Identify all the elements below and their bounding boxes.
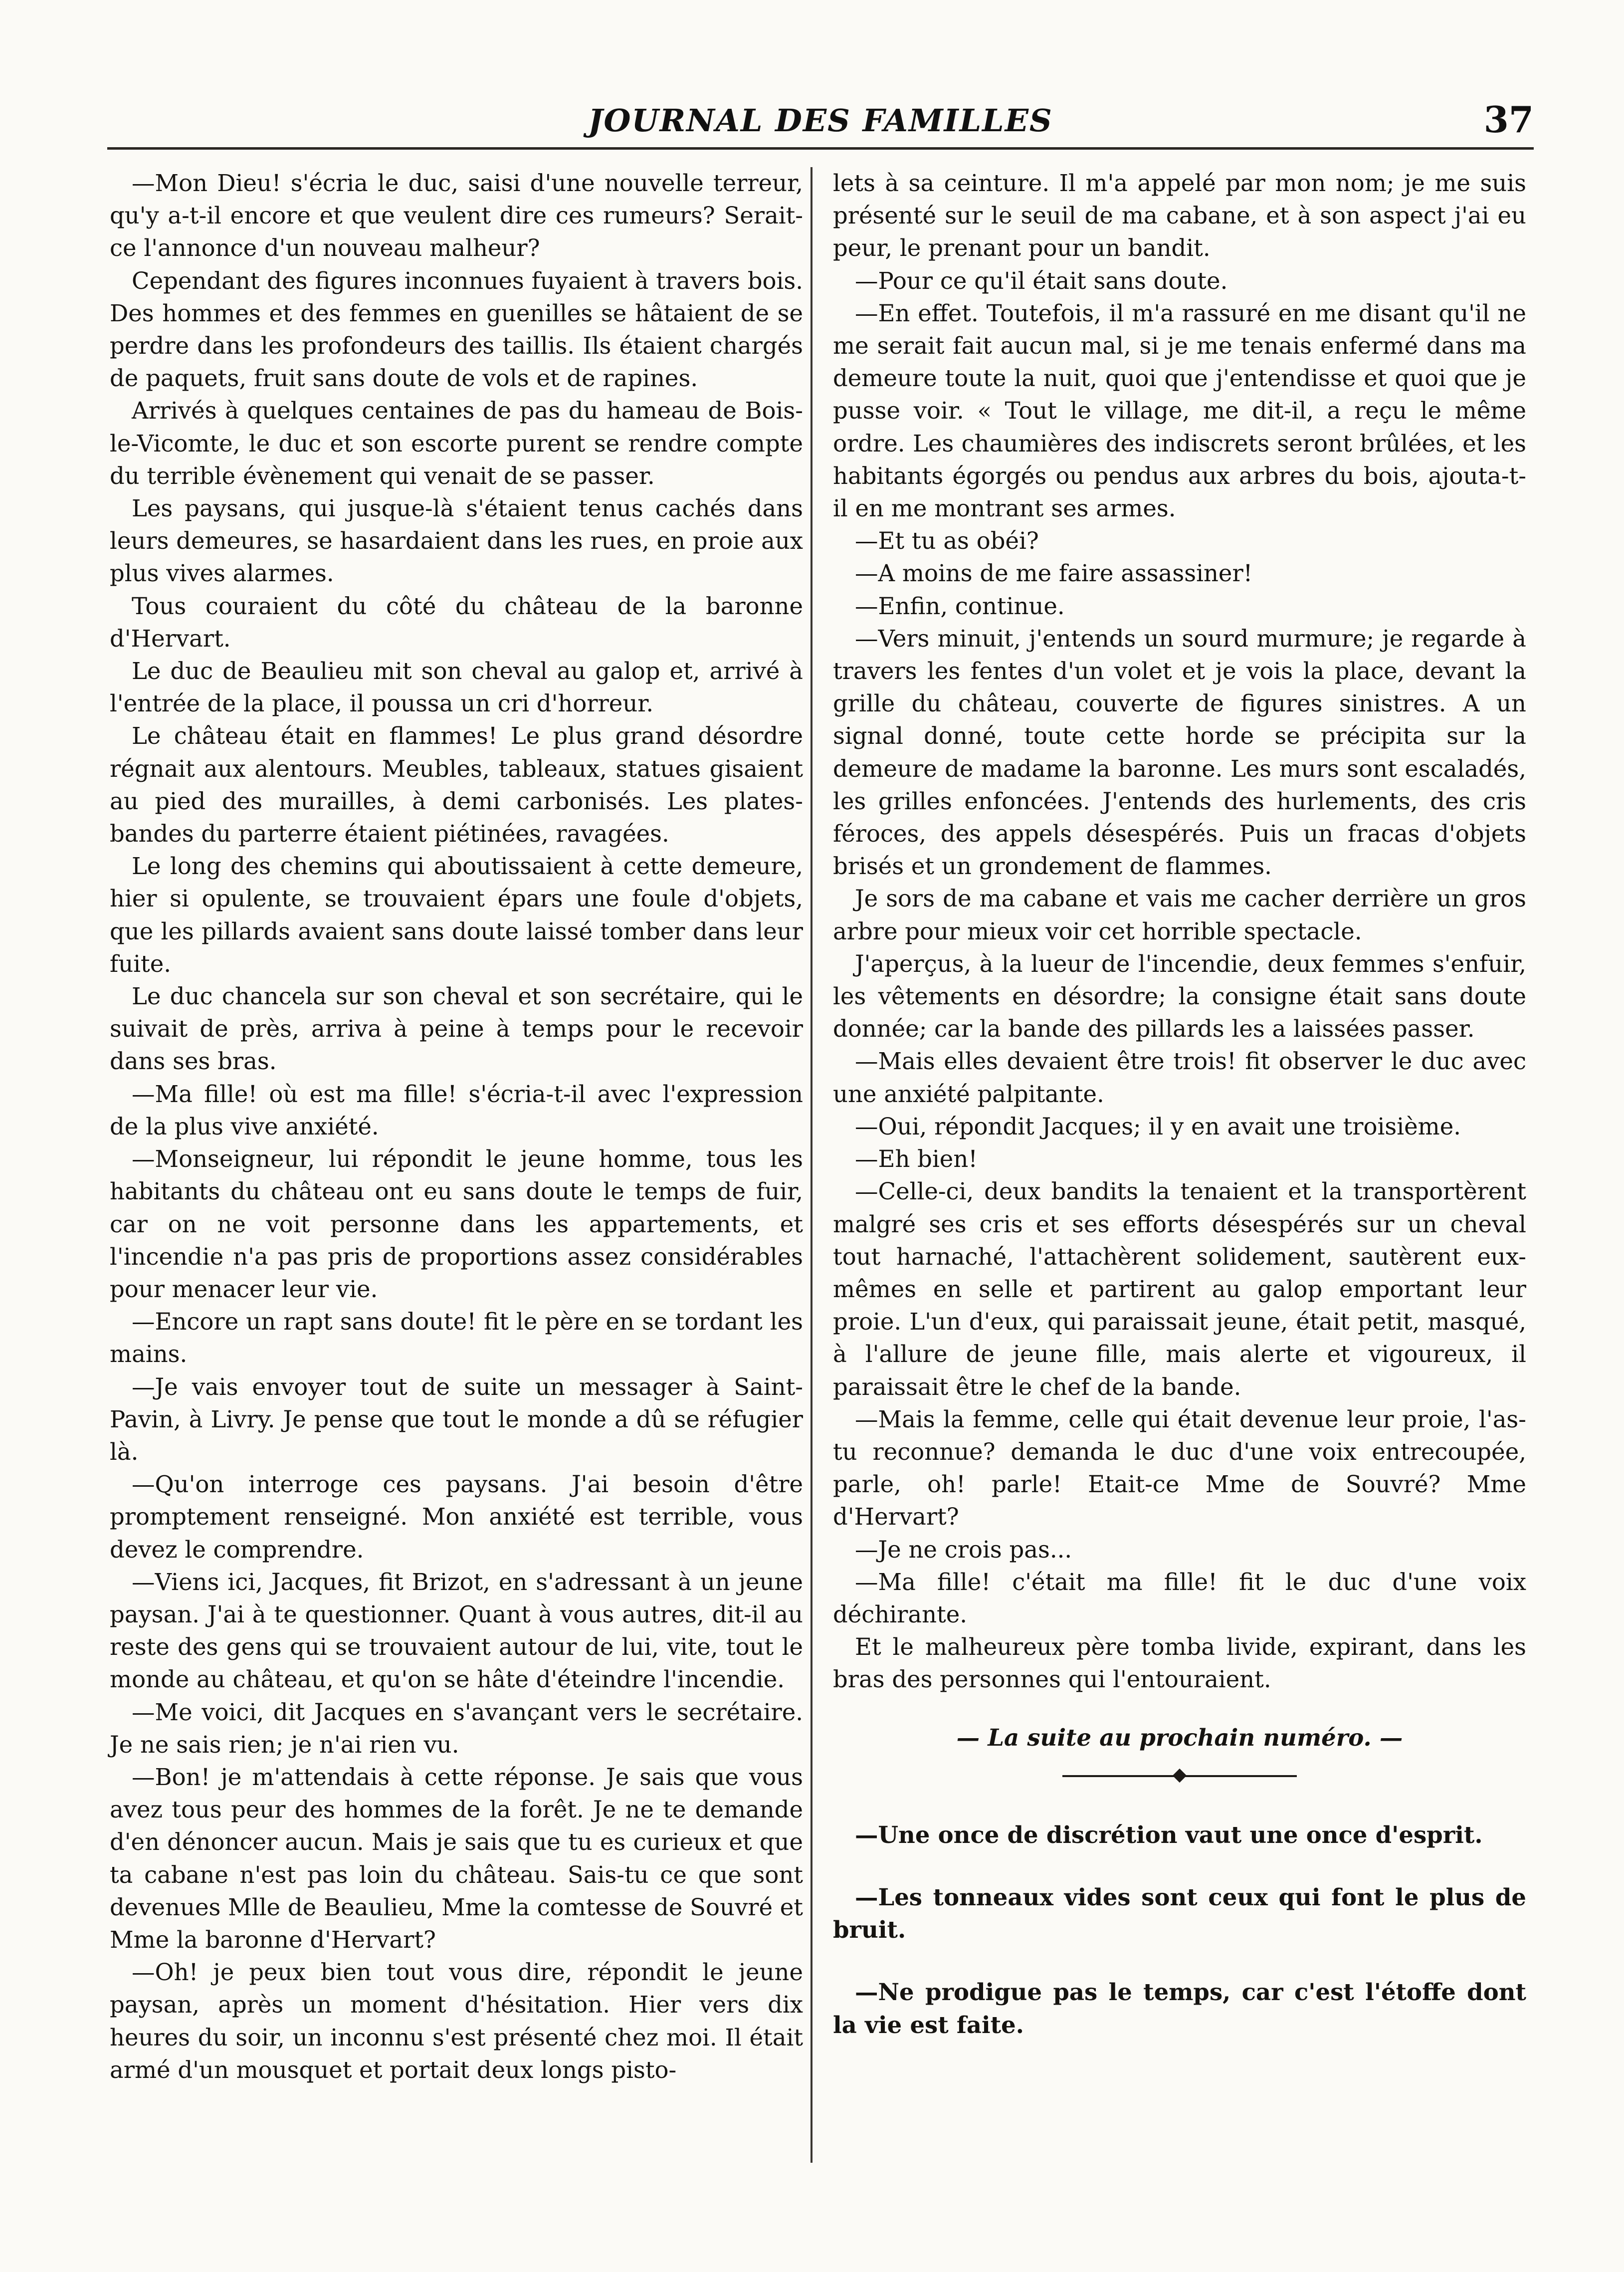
paragraph: —Mais la femme, celle qui était devenue leur proie, l'as-tu reconnue? demanda le duc d'une voix entrecoupée, parle, oh! parle! Etait-ce Mme de Souvré? Mme d'Hervart? (833, 1405, 1526, 1531)
paragraph: —En effet. Toutefois, il m'a rassuré en me disant qu'il ne me serait fait aucun mal, si je me tenais enfermé dans ma demeure toute la nuit, quoi que j'entendisse et quoi que je pusse voir. « Tout le village, me dit-il, a reçu le même ordre. Les chaumières des indiscrets seront brûlées, et les habitants égorgés ou pendus aux arbres du bois, ajouta-t-il en me montrant ses armes. (833, 299, 1526, 522)
paragraph: Arrivés à quelques centaines de pas du hameau de Bois-le-Vicomte, le duc et son escorte purent se rendre compte du terrible évènement qui venait de se passer. (110, 397, 803, 489)
ornament-divider (1062, 1769, 1297, 1784)
paragraph: —Enfin, continue. (855, 592, 1065, 620)
paragraph: Je sors de ma cabane et vais me cacher derrière un gros arbre pour mieux voir cet horrible spectacle. (833, 885, 1526, 945)
paragraph: Et le malheureux père tomba livide, expirant, dans les bras des personnes qui l'entouraient. (833, 1633, 1526, 1693)
maxim: —Les tonneaux vides sont ceux qui font le plus de bruit. (833, 1883, 1526, 1944)
paragraph: Le duc chancela sur son cheval et son secrétaire, qui le suivait de près, arriva à peine à temps pour le recevoir dans ses bras. (110, 983, 803, 1075)
paragraph: —Et tu as obéi? (855, 527, 1039, 555)
paragraph: —Vers minuit, j'entends un sourd murmure; je regarde à travers les fentes d'un volet et je vois la place, devant la grille du château, couverte de figures sinistres. A un signal donné, toute cette horde se précipita sur la demeure de madame la baronne. Les murs sont escaladés, les grilles enfoncées. J'entends des hurlements, des cris féroces, des appels désespérés. Puis un fracas d'objets brisés et un grondement de flammes. (833, 625, 1526, 880)
paragraph: —Mon Dieu! s'écria le duc, saisi d'une nouvelle terreur, qu'y a-t-il encore et que veulent dire ces rumeurs? Serait-ce l'annonce d'un nouveau malheur? (110, 170, 803, 262)
paragraph: Tous couraient du côté du château de la baronne d'Hervart. (110, 592, 803, 652)
paragraph: —Bon! je m'attendais à cette réponse. Je sais que vous avez tous peur des hommes de la forêt. Je ne te demande d'en dénoncer aucun. Mais je sais que tu es curieux et que ta cabane n'est pas loin du château. Sais-tu ce que sont devenues Mlle de Beaulieu, Mme la comtesse de Souvré et Mme la baronne d'Hervart? (110, 1763, 803, 1953)
paragraph: —Eh bien! (855, 1145, 978, 1173)
paragraph: —Monseigneur, lui répondit le jeune homme, tous les habitants du château ont eu sans doute le temps de fuir, car on ne voit personne dans les appartements, et l'incendie n'a pas pris de proportions assez considérables pour menacer leur vie. (110, 1145, 803, 1303)
paragraph: —Ma fille! où est ma fille! s'écria-t-il avec l'expression de la plus vive anxiété. (110, 1080, 803, 1140)
paragraph: Les paysans, qui jusque-là s'étaient tenus cachés dans leurs demeures, se hasardaient dans les rues, en proie aux plus vives alarmes. (110, 495, 803, 587)
maxim: —Ne prodigue pas le temps, car c'est l'étoffe dont la vie est faite. (833, 1978, 1526, 2039)
maxim: —Une once de discrétion vaut une once d'esprit. (855, 1820, 1483, 1848)
page-number: 37 (1483, 98, 1534, 141)
paragraph: —Je ne crois pas... (855, 1536, 1072, 1563)
paragraph: —Je vais envoyer tout de suite un messager à Saint-Pavin, à Livry. Je pense que tout le monde a dû se réfugier là. (110, 1373, 803, 1465)
paragraph: Le duc de Beaulieu mit son cheval au galop et, arrivé à l'entrée de la place, il poussa un cri d'horreur. (110, 658, 803, 717)
column-divider (811, 167, 812, 2163)
paragraph: Le long des chemins qui aboutissaient à cette demeure, hier si opulente, se trouvaient épars une foule d'objets, que les pillards avaient sans doute laissé tomber dans leur fuite. (110, 853, 803, 977)
paragraph: Le château était en flammes! Le plus grand désordre régnait aux alentours. Meubles, tableaux, statues gisaient au pied des murailles, à demi carbonisés. Les plates-bandes du parterre étaient piétinées, ravagées. (110, 722, 803, 848)
paragraph: Cependant des figures inconnues fuyaient à travers bois. Des hommes et des femmes en guenilles se hâtaient de se perdre dans les profondeurs des taillis. Ils étaient chargés de paquets, fruit sans doute de vols et de rapines. (110, 267, 803, 392)
paragraph: —Oh! je peux bien tout vous dire, répondit le jeune paysan, après un moment d'hésitation. Hier vers dix heures du soir, un inconnu s'est présenté chez moi. Il était armé d'un mousquet et portait deux longs pisto- (110, 1959, 803, 2083)
paragraph: J'aperçus, à la lueur de l'incendie, deux femmes s'enfuir, les vêtements en désordre; la consigne était sans doute donnée; car la bande des pillards les a laissées passer. (833, 950, 1526, 1043)
paragraph: —Oui, répondit Jacques; il y en avait une troisième. (855, 1113, 1461, 1140)
left-column (110, 167, 803, 2147)
paragraph: —Viens ici, Jacques, fit Brizot, en s'adressant à un jeune paysan. J'ai à te questionner. Quant à vous autres, dit-il au reste des gens qui se trouvaient autour de lui, vite, tout le monde au château, et qu'on se hâte d'éteindre l'incendie. (110, 1568, 803, 1693)
to-be-continued: — La suite au prochain numéro. — (956, 1723, 1403, 1751)
header-rule (107, 147, 1534, 150)
paragraph: —Me voici, dit Jacques en s'avançant vers le secrétaire. Je ne sais rien; je n'ai rien vu. (110, 1698, 803, 1758)
maxims (833, 1818, 1526, 2041)
paragraph: —Pour ce qu'il était sans doute. (855, 267, 1228, 294)
paragraph: —Mais elles devaient être trois! fit observer le duc avec une anxiété palpitante. (833, 1048, 1526, 1108)
ornament-diamond (1173, 1769, 1187, 1783)
paragraph: —Celle-ci, deux bandits la tenaient et la transportèrent malgré ses cris et ses efforts désespérés sur un cheval tout harnaché, l'attachèrent solidement, sautèrent eux-mêmes en selle et partirent au galop emportant leur proie. L'un d'eux, qui paraissait jeune, était petit, masqué, à l'allure de jeune fille, mais alerte et vigoureux, il paraissait être le chef de la bande. (833, 1178, 1526, 1400)
paragraph: —Encore un rapt sans doute! fit le père en se tordant les mains. (110, 1308, 803, 1368)
paragraph: —Qu'on interroge ces paysans. J'ai besoin d'être promptement renseigné. Mon anxiété est terrible, vous devez le comprendre. (110, 1471, 803, 1563)
paragraph: lets à sa ceinture. Il m'a appelé par mon nom; je me suis présenté sur le seuil de ma cabane, et à son aspect j'ai eu peur, le prenant pour un bandit. (833, 170, 1526, 262)
paragraph: —Ma fille! c'était ma fille! fit le duc d'une voix déchirante. (833, 1568, 1526, 1628)
journal-title: JOURNAL DES FAMILLES (588, 102, 1053, 139)
paragraph: —A moins de me faire assassiner! (855, 560, 1253, 587)
right-column (833, 167, 1526, 2147)
page-header (107, 98, 1534, 147)
